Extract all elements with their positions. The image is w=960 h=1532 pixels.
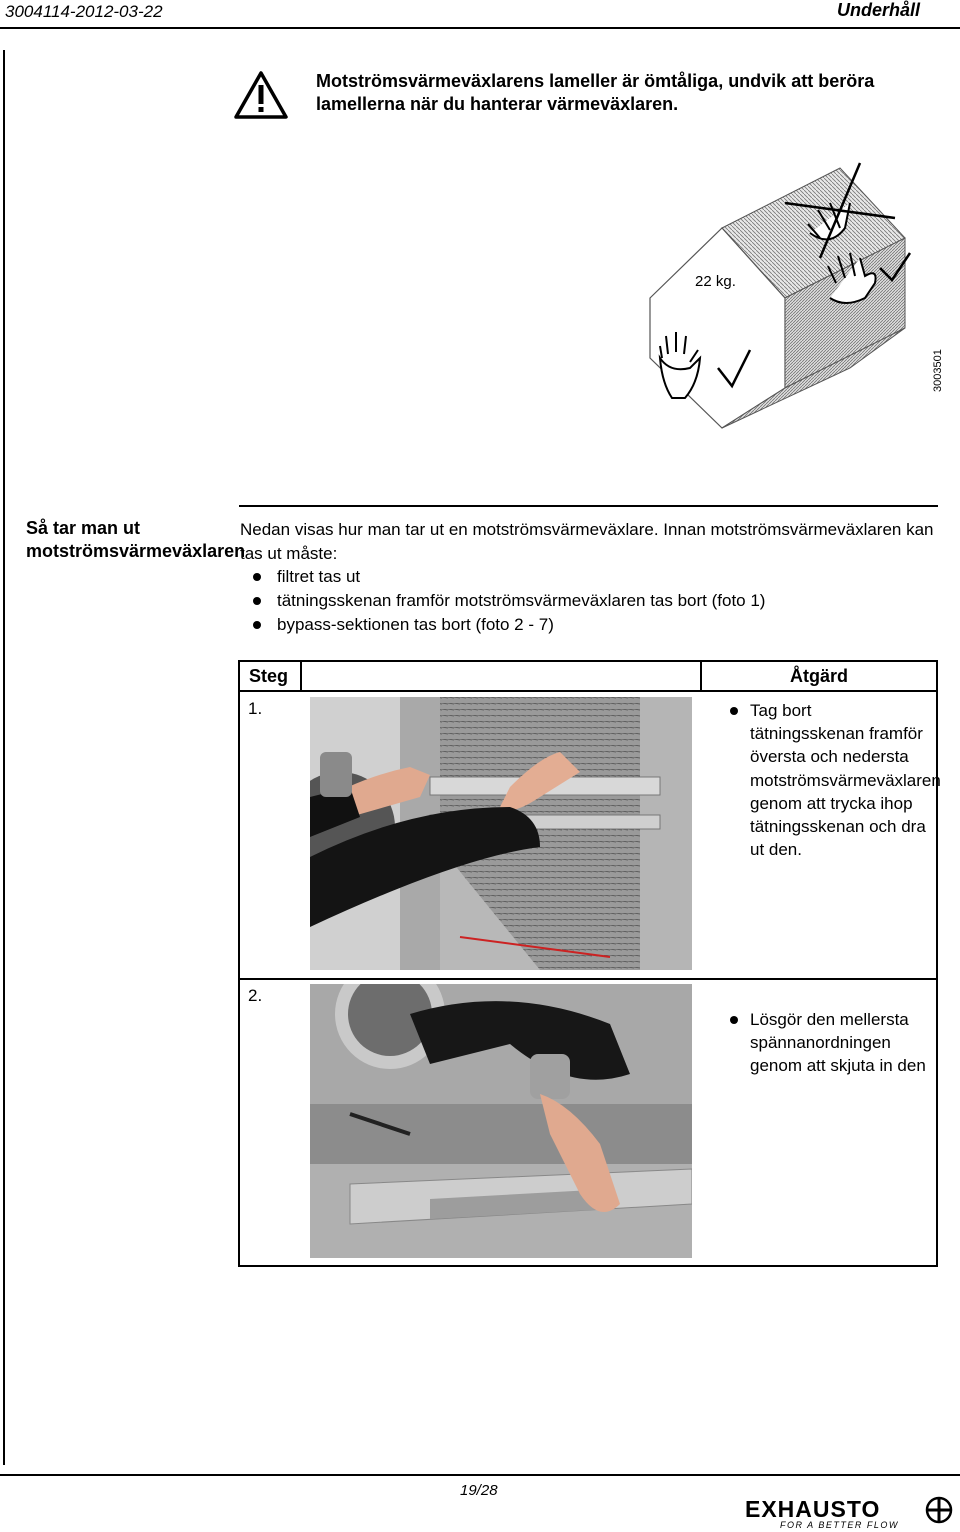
prerequisite-item: filtret tas ut — [250, 565, 765, 589]
heat-exchanger-handling-illustration — [640, 158, 920, 438]
exhausto-logo — [745, 1496, 955, 1532]
doc-id: 3004114-2012-03-22 — [5, 2, 163, 21]
action-list — [730, 699, 941, 861]
section-intro: Nedan visas hur man tar ut en motströmsvärmeväxlare. Innan motströmsvärmeväxlaren kan tas ut måste: — [240, 520, 934, 563]
steps-table — [238, 660, 941, 1267]
warning-triangle-icon — [233, 70, 289, 120]
prerequisite-list — [250, 565, 765, 637]
section-name: Underhåll — [836, 0, 920, 20]
photo-releasing-clamp — [310, 984, 692, 1258]
logo-symbol-icon — [925, 1496, 953, 1524]
photo-removing-seal-strip — [310, 697, 692, 970]
logo-wordmark: EXHAUSTO — [745, 1496, 881, 1522]
column-header-action: Åtgärd — [790, 666, 848, 686]
step-number: 1. — [248, 699, 263, 718]
action-list — [730, 1008, 930, 1078]
section-rule — [239, 505, 938, 507]
footer-rule — [0, 1474, 960, 1476]
weight-label: 22 kg. — [695, 273, 736, 290]
header-rule — [0, 27, 960, 29]
page-number: 19/28 — [460, 1482, 498, 1499]
prerequisite-item: tätningsskenan framför motströmsvärmeväxlaren tas bort (foto 1) — [250, 589, 765, 613]
logo-tagline: FOR A BETTER FLOW — [780, 1520, 899, 1530]
section-title: Så tar man ut motströmsvärmeväxlaren — [26, 518, 246, 561]
column-header-step: Steg — [249, 666, 289, 686]
step-number: 2. — [248, 986, 263, 1005]
warning-text: Motströmsvärmeväxlarens lameller är ömtåliga, undvik att beröra lamellerna när du hanterar värmeväxlaren. — [316, 71, 875, 114]
figure-code: 3003501 — [932, 349, 944, 392]
action-item: Tag bort tätningsskenan framför översta och nedersta motströmsvärmeväxlaren genom att trycka ihop tätningsskenan och dra ut den. — [730, 699, 930, 861]
prerequisite-item: bypass-sektionen tas bort (foto 2 - 7) — [250, 613, 765, 637]
left-margin-rule — [3, 50, 5, 1465]
action-item: Lösgör den mellersta spännanordningen genom att skjuta in den — [730, 1008, 930, 1078]
